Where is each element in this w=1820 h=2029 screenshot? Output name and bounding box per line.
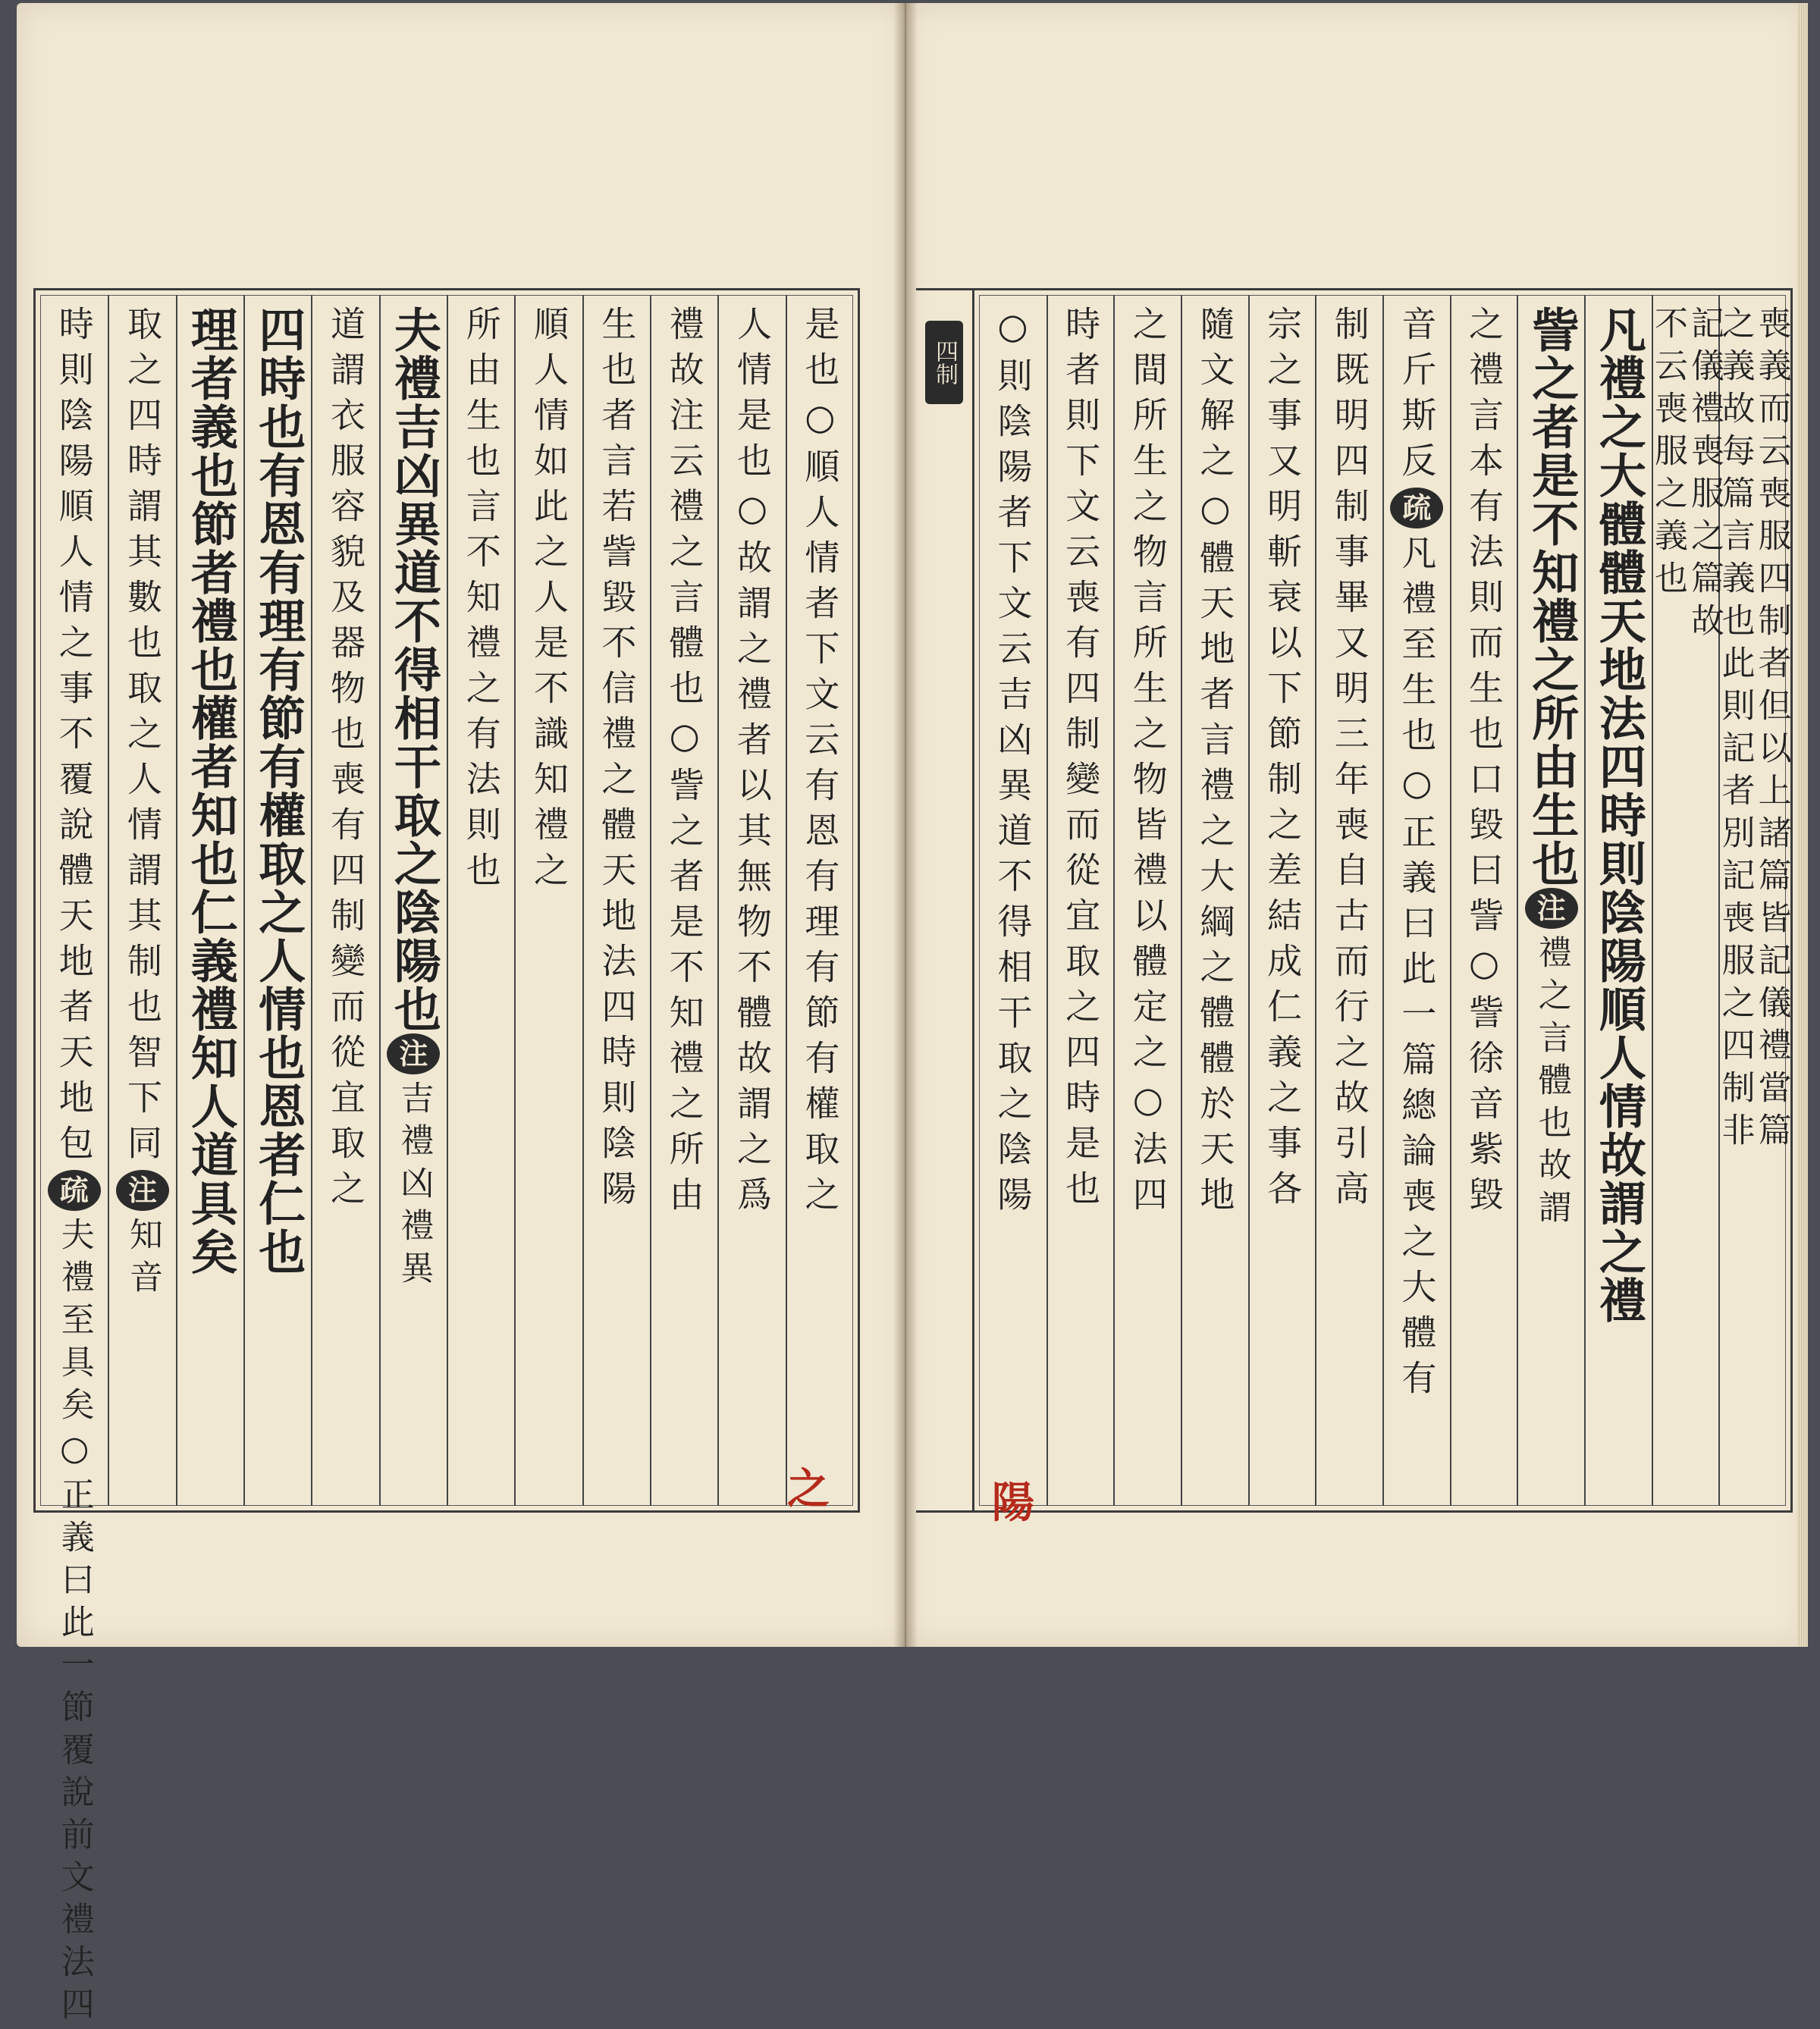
- column-text: 禮故注云禮之言體也○訾之者是不知禮之所由: [664, 306, 705, 1221]
- column-text: 道謂衣服容貌及器物也喪有四制變而從宜取之: [325, 306, 367, 1215]
- left-columns: [40, 295, 853, 2029]
- left-column: [650, 295, 717, 1506]
- left-column: [311, 295, 378, 1506]
- note-text: 禮之言體也故謂: [1532, 935, 1571, 1232]
- column-text: 時者則下文云喪有四制變而從宜取之四時是也: [1060, 306, 1102, 1215]
- column-text: 凡禮至生也○正義曰此一篇總論喪之大體有: [1396, 535, 1438, 1405]
- commentary-seal: 注: [387, 1033, 440, 1074]
- annotation-line: 之義故每篇言義也此則記者別記喪服之四制非: [1715, 306, 1755, 1155]
- column-text: 人情是也○故謂之禮者以其無物不體故謂之爲: [732, 306, 773, 1221]
- left-column: [717, 295, 785, 1506]
- left-column: [108, 295, 175, 1506]
- right-text-frame: [972, 288, 1793, 1513]
- commentary-seal: 疏: [1390, 488, 1443, 528]
- right-column: [1382, 295, 1450, 1506]
- column-text: 宗之事又明斬衰以下節制之差結成仁義之事各: [1262, 306, 1304, 1215]
- column-text: 時則陰陽順人情之事不覆說體天地者天地包: [53, 306, 95, 1170]
- left-column: [447, 295, 514, 1506]
- column-text: 之間所生之物言所生之物皆禮以體定之○法四: [1127, 306, 1169, 1221]
- right-columns: [979, 295, 1791, 1506]
- right-column: [1181, 295, 1248, 1506]
- column-text: 隨文解之○體天地者言禮之大綱之體體於天地: [1194, 306, 1236, 1221]
- column-text: ○則陰陽者下文云吉凶異道不得相干取之陰陽: [992, 306, 1034, 1221]
- column-text: 制既明四制事畢又明三年喪自古而行之故引高: [1329, 306, 1370, 1215]
- right-column: [1315, 295, 1382, 1506]
- commentary-seal: 注: [116, 1170, 169, 1211]
- right-column: [1046, 295, 1114, 1506]
- annotation-line: 喪義而云喪服四制者但以上諸篇皆記儀禮當篇: [1752, 306, 1791, 1155]
- right-column: [979, 295, 1046, 1506]
- right-column: [1113, 295, 1181, 1506]
- column-text: 之禮言本有法則而生也口毀曰訾○訾徐音紫毀: [1464, 306, 1505, 1221]
- column-text: 順人情如此之人是不識知禮之: [529, 306, 570, 897]
- left-text-frame: [33, 288, 860, 2029]
- column-text: 訾之者是不知禮之所由生也: [1523, 306, 1580, 888]
- red-mark: 之: [787, 1464, 830, 1514]
- red-mark: 陽: [992, 1478, 1034, 1528]
- commentary-seal: 注: [1525, 888, 1578, 929]
- right-column: [1715, 295, 1791, 1506]
- left-column: [514, 295, 582, 1506]
- center-fold: [916, 288, 972, 1513]
- right-column: [1584, 295, 1652, 1506]
- annotation-line: 記儀禮喪服之篇故: [1685, 306, 1724, 645]
- column-text: 是也○順人情者下文云有恩有理有節有權取之: [799, 306, 841, 1221]
- left-column: [379, 295, 447, 1506]
- right-column: [1248, 295, 1316, 1506]
- column-text: 凡禮之大體體天地法四時則陰陽順人情故謂之禮: [1591, 306, 1647, 1325]
- column-text: 取之四時謂其數也取之人情謂其制也智下同: [122, 306, 164, 1170]
- note-text: 知音: [124, 1217, 163, 1302]
- right-column: [1517, 295, 1584, 1506]
- annotation-line: 不云喪服之義也: [1649, 306, 1688, 603]
- left-column: [582, 295, 650, 1506]
- right-column: [1649, 295, 1724, 1506]
- note-text: 夫禮至具矣○正義曰此一節覆說前文禮法四: [55, 1217, 94, 2029]
- right-column: [1450, 295, 1517, 1506]
- left-column: [176, 295, 243, 1506]
- note-text: 吉禮凶禮異: [394, 1080, 434, 1293]
- page-fore-edge: [1797, 3, 1808, 1647]
- column-text: 理者義也節者禮也權者知也仁義禮知人道具矣: [183, 306, 239, 1276]
- column-text: 四時也有恩有理有節有權取之人情也恩者仁也: [250, 306, 306, 1276]
- column-text: 所由生也言不知禮之有法則也: [460, 306, 502, 897]
- column-text: 夫禮吉凶異道不得相干取之陰陽也: [386, 306, 442, 1033]
- left-column: [40, 295, 108, 2029]
- book-gutter: [893, 3, 918, 1647]
- commentary-seal: 疏: [48, 1170, 101, 1211]
- fold-label: 四制: [925, 321, 963, 404]
- column-text: 生也者言若訾毀不信禮之體天地法四時則陰陽: [596, 306, 638, 1215]
- column-text: 音斤斯反: [1396, 306, 1438, 488]
- left-column: [243, 295, 311, 1506]
- left-column: [786, 295, 853, 1506]
